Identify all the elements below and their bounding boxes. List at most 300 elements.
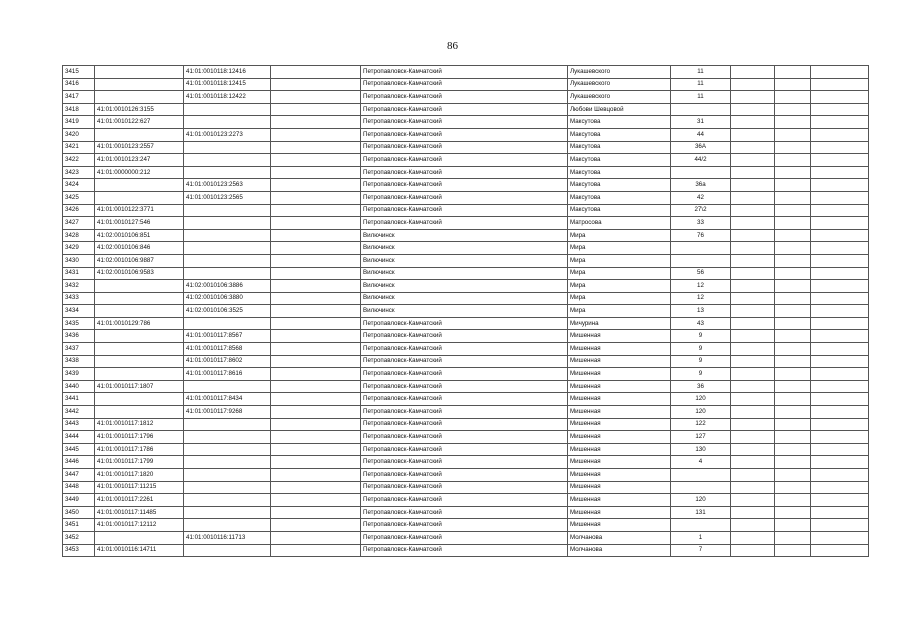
extra-cell-1 xyxy=(731,141,775,154)
extra-cell-3 xyxy=(811,91,869,104)
house-number-cell xyxy=(671,469,731,482)
table-row xyxy=(63,141,869,154)
extra-cell-2 xyxy=(775,506,811,519)
street-cell: Молчанова xyxy=(568,544,671,557)
empty-cell xyxy=(271,166,361,179)
extra-cell-3 xyxy=(811,380,869,393)
extra-cell-1 xyxy=(731,78,775,91)
extra-cell-3 xyxy=(811,267,869,280)
extra-cell-2 xyxy=(775,519,811,532)
empty-cell xyxy=(271,494,361,507)
extra-cell-2 xyxy=(775,179,811,192)
city-cell: Петропавловск-Камчатский xyxy=(361,166,568,179)
city-cell: Петропавловск-Камчатский xyxy=(361,330,568,343)
cadastral-number-cell xyxy=(95,393,184,406)
empty-cell xyxy=(271,217,361,230)
cadastral-number-cell: 41:02:0010106:851 xyxy=(95,229,184,242)
city-cell: Петропавловск-Камчатский xyxy=(361,431,568,444)
extra-cell-3 xyxy=(811,506,869,519)
extra-cell-3 xyxy=(811,179,869,192)
row-number-cell: 3436 xyxy=(63,330,95,343)
street-cell: Максутова xyxy=(568,204,671,217)
page-number: 86 xyxy=(447,40,458,52)
house-number-cell xyxy=(671,242,731,255)
extra-cell-2 xyxy=(775,343,811,356)
table-row xyxy=(63,443,869,456)
cadastral-number-alt-cell: 41:01:0010117:9268 xyxy=(184,406,271,419)
street-cell: Мишенная xyxy=(568,443,671,456)
extra-cell-1 xyxy=(731,431,775,444)
extra-cell-1 xyxy=(731,128,775,141)
empty-cell xyxy=(271,431,361,444)
street-cell: Мира xyxy=(568,280,671,293)
empty-cell xyxy=(271,406,361,419)
extra-cell-3 xyxy=(811,204,869,217)
cadastral-number-cell xyxy=(95,355,184,368)
extra-cell-1 xyxy=(731,519,775,532)
house-number-cell: 76 xyxy=(671,229,731,242)
street-cell: Мишенная xyxy=(568,380,671,393)
extra-cell-2 xyxy=(775,330,811,343)
table-row xyxy=(63,78,869,91)
extra-cell-2 xyxy=(775,141,811,154)
extra-cell-2 xyxy=(775,280,811,293)
extra-cell-1 xyxy=(731,166,775,179)
row-number-cell: 3446 xyxy=(63,456,95,469)
table-row xyxy=(63,343,869,356)
extra-cell-1 xyxy=(731,380,775,393)
extra-cell-2 xyxy=(775,267,811,280)
extra-cell-3 xyxy=(811,519,869,532)
table-row xyxy=(63,91,869,104)
empty-cell xyxy=(271,242,361,255)
cadastral-number-cell: 41:01:0010122:627 xyxy=(95,116,184,129)
city-cell: Вилючинск xyxy=(361,280,568,293)
cadastral-number-alt-cell: 41:01:0010118:12422 xyxy=(184,91,271,104)
extra-cell-3 xyxy=(811,418,869,431)
extra-cell-1 xyxy=(731,103,775,116)
extra-cell-2 xyxy=(775,481,811,494)
house-number-cell: 7 xyxy=(671,544,731,557)
extra-cell-2 xyxy=(775,191,811,204)
row-number-cell: 3427 xyxy=(63,217,95,230)
row-number-cell: 3423 xyxy=(63,166,95,179)
extra-cell-1 xyxy=(731,66,775,79)
cadastral-number-cell xyxy=(95,78,184,91)
city-cell: Петропавловск-Камчатский xyxy=(361,191,568,204)
cadastral-number-cell xyxy=(95,531,184,544)
city-cell: Петропавловск-Камчатский xyxy=(361,317,568,330)
extra-cell-2 xyxy=(775,380,811,393)
extra-cell-3 xyxy=(811,368,869,381)
cadastral-number-cell: 41:01:0010117:1812 xyxy=(95,418,184,431)
house-number-cell: 56 xyxy=(671,267,731,280)
extra-cell-2 xyxy=(775,204,811,217)
table-row xyxy=(63,166,869,179)
cadastral-number-alt-cell: 41:01:0010123:2565 xyxy=(184,191,271,204)
street-cell: Лукашевского xyxy=(568,78,671,91)
extra-cell-3 xyxy=(811,305,869,318)
house-number-cell: 11 xyxy=(671,66,731,79)
city-cell: Петропавловск-Камчатский xyxy=(361,368,568,381)
street-cell: Мира xyxy=(568,305,671,318)
house-number-cell: 120 xyxy=(671,494,731,507)
empty-cell xyxy=(271,456,361,469)
extra-cell-1 xyxy=(731,418,775,431)
row-number-cell: 3437 xyxy=(63,343,95,356)
row-number-cell: 3426 xyxy=(63,204,95,217)
house-number-cell: 131 xyxy=(671,506,731,519)
row-number-cell: 3416 xyxy=(63,78,95,91)
empty-cell xyxy=(271,506,361,519)
street-cell: Мишенная xyxy=(568,368,671,381)
street-cell: Максутова xyxy=(568,116,671,129)
row-number-cell: 3432 xyxy=(63,280,95,293)
extra-cell-2 xyxy=(775,254,811,267)
extra-cell-3 xyxy=(811,103,869,116)
extra-cell-3 xyxy=(811,531,869,544)
cadastral-number-alt-cell: 41:01:0010117:8434 xyxy=(184,393,271,406)
cadastral-number-cell: 41:02:0010106:9583 xyxy=(95,267,184,280)
row-number-cell: 3438 xyxy=(63,355,95,368)
extra-cell-1 xyxy=(731,217,775,230)
cadastral-number-alt-cell xyxy=(184,494,271,507)
table-row xyxy=(63,267,869,280)
cadastral-number-cell xyxy=(95,91,184,104)
table-row xyxy=(63,280,869,293)
extra-cell-2 xyxy=(775,166,811,179)
street-cell: Мишенная xyxy=(568,393,671,406)
extra-cell-2 xyxy=(775,355,811,368)
row-number-cell: 3440 xyxy=(63,380,95,393)
empty-cell xyxy=(271,305,361,318)
extra-cell-2 xyxy=(775,305,811,318)
city-cell: Петропавловск-Камчатский xyxy=(361,531,568,544)
table-row xyxy=(63,431,869,444)
cadastral-number-alt-cell xyxy=(184,154,271,167)
cadastral-number-alt-cell: 41:01:0010117:8567 xyxy=(184,330,271,343)
house-number-cell: 120 xyxy=(671,393,731,406)
extra-cell-3 xyxy=(811,431,869,444)
row-number-cell: 3420 xyxy=(63,128,95,141)
city-cell: Петропавловск-Камчатский xyxy=(361,443,568,456)
extra-cell-1 xyxy=(731,267,775,280)
cadastral-number-alt-cell xyxy=(184,469,271,482)
empty-cell xyxy=(271,330,361,343)
table-row xyxy=(63,406,869,419)
extra-cell-1 xyxy=(731,317,775,330)
cadastral-number-alt-cell xyxy=(184,481,271,494)
extra-cell-3 xyxy=(811,406,869,419)
cadastral-number-alt-cell xyxy=(184,254,271,267)
cadastral-number-alt-cell xyxy=(184,229,271,242)
cadastral-number-alt-cell xyxy=(184,116,271,129)
street-cell: Мишенная xyxy=(568,456,671,469)
extra-cell-2 xyxy=(775,531,811,544)
extra-cell-3 xyxy=(811,317,869,330)
cadastral-number-alt-cell xyxy=(184,506,271,519)
table-row xyxy=(63,380,869,393)
city-cell: Петропавловск-Камчатский xyxy=(361,204,568,217)
cadastral-number-alt-cell: 41:01:0010118:12415 xyxy=(184,78,271,91)
empty-cell xyxy=(271,78,361,91)
city-cell: Петропавловск-Камчатский xyxy=(361,544,568,557)
cadastral-number-cell xyxy=(95,406,184,419)
cadastral-number-alt-cell: 41:02:0010106:3886 xyxy=(184,280,271,293)
cadastral-number-cell: 41:01:0010117:12112 xyxy=(95,519,184,532)
street-cell: Молчанова xyxy=(568,531,671,544)
empty-cell xyxy=(271,91,361,104)
empty-cell xyxy=(271,66,361,79)
table-row xyxy=(63,506,869,519)
table-row xyxy=(63,191,869,204)
cadastral-number-alt-cell: 41:01:0010117:8602 xyxy=(184,355,271,368)
empty-cell xyxy=(271,544,361,557)
row-number-cell: 3421 xyxy=(63,141,95,154)
extra-cell-3 xyxy=(811,229,869,242)
city-cell: Петропавловск-Камчатский xyxy=(361,406,568,419)
city-cell: Петропавловск-Камчатский xyxy=(361,91,568,104)
street-cell: Мишенная xyxy=(568,418,671,431)
extra-cell-2 xyxy=(775,494,811,507)
street-cell: Мишенная xyxy=(568,494,671,507)
extra-cell-1 xyxy=(731,343,775,356)
street-cell: Максутова xyxy=(568,166,671,179)
empty-cell xyxy=(271,292,361,305)
street-cell: Мира xyxy=(568,229,671,242)
extra-cell-1 xyxy=(731,242,775,255)
table-row xyxy=(63,531,869,544)
empty-cell xyxy=(271,116,361,129)
empty-cell xyxy=(271,393,361,406)
extra-cell-1 xyxy=(731,179,775,192)
city-cell: Петропавловск-Камчатский xyxy=(361,78,568,91)
house-number-cell: 9 xyxy=(671,343,731,356)
extra-cell-1 xyxy=(731,330,775,343)
street-cell: Лукашевского xyxy=(568,91,671,104)
row-number-cell: 3424 xyxy=(63,179,95,192)
city-cell: Вилючинск xyxy=(361,292,568,305)
cadastral-number-alt-cell xyxy=(184,242,271,255)
extra-cell-3 xyxy=(811,343,869,356)
row-number-cell: 3431 xyxy=(63,267,95,280)
cadastral-number-alt-cell xyxy=(184,443,271,456)
house-number-cell: 27\2 xyxy=(671,204,731,217)
street-cell: Мишенная xyxy=(568,343,671,356)
row-number-cell: 3428 xyxy=(63,229,95,242)
cadastral-number-cell: 41:01:0010123:247 xyxy=(95,154,184,167)
table-row xyxy=(63,330,869,343)
table-row xyxy=(63,481,869,494)
extra-cell-3 xyxy=(811,254,869,267)
city-cell: Петропавловск-Камчатский xyxy=(361,380,568,393)
house-number-cell: 9 xyxy=(671,368,731,381)
extra-cell-3 xyxy=(811,154,869,167)
cadastral-number-alt-cell: 41:02:0010106:3880 xyxy=(184,292,271,305)
extra-cell-3 xyxy=(811,544,869,557)
row-number-cell: 3439 xyxy=(63,368,95,381)
row-number-cell: 3450 xyxy=(63,506,95,519)
street-cell: Мишенная xyxy=(568,406,671,419)
extra-cell-1 xyxy=(731,443,775,456)
street-cell: Максутова xyxy=(568,154,671,167)
row-number-cell: 3417 xyxy=(63,91,95,104)
extra-cell-1 xyxy=(731,481,775,494)
extra-cell-3 xyxy=(811,141,869,154)
cadastral-number-cell xyxy=(95,179,184,192)
house-number-cell: 44 xyxy=(671,128,731,141)
cadastral-number-cell xyxy=(95,292,184,305)
table-row xyxy=(63,494,869,507)
row-number-cell: 3448 xyxy=(63,481,95,494)
cadastral-number-alt-cell xyxy=(184,204,271,217)
cadastral-number-alt-cell xyxy=(184,431,271,444)
row-number-cell: 3415 xyxy=(63,66,95,79)
extra-cell-1 xyxy=(731,292,775,305)
extra-cell-3 xyxy=(811,242,869,255)
table-row xyxy=(63,317,869,330)
empty-cell xyxy=(271,280,361,293)
extra-cell-2 xyxy=(775,431,811,444)
table-row xyxy=(63,229,869,242)
house-number-cell: 36а xyxy=(671,179,731,192)
row-number-cell: 3447 xyxy=(63,469,95,482)
street-cell: Максутова xyxy=(568,128,671,141)
house-number-cell xyxy=(671,166,731,179)
row-number-cell: 3444 xyxy=(63,431,95,444)
city-cell: Петропавловск-Камчатский xyxy=(361,66,568,79)
empty-cell xyxy=(271,418,361,431)
extra-cell-1 xyxy=(731,456,775,469)
city-cell: Петропавловск-Камчатский xyxy=(361,469,568,482)
city-cell: Вилючинск xyxy=(361,305,568,318)
extra-cell-2 xyxy=(775,406,811,419)
cadastral-number-cell: 41:01:0010117:1807 xyxy=(95,380,184,393)
cadastral-number-cell xyxy=(95,343,184,356)
house-number-cell: 1 xyxy=(671,531,731,544)
cadastral-number-cell xyxy=(95,330,184,343)
extra-cell-1 xyxy=(731,469,775,482)
cadastral-number-cell: 41:02:0010106:9887 xyxy=(95,254,184,267)
house-number-cell: 36 xyxy=(671,380,731,393)
extra-cell-2 xyxy=(775,116,811,129)
extra-cell-3 xyxy=(811,166,869,179)
empty-cell xyxy=(271,443,361,456)
cadastral-number-alt-cell xyxy=(184,456,271,469)
house-number-cell: 120 xyxy=(671,406,731,419)
extra-cell-3 xyxy=(811,78,869,91)
extra-cell-3 xyxy=(811,494,869,507)
extra-cell-1 xyxy=(731,368,775,381)
cadastral-number-cell: 41:02:0010106:846 xyxy=(95,242,184,255)
house-number-cell: 9 xyxy=(671,355,731,368)
extra-cell-2 xyxy=(775,103,811,116)
street-cell: Мишенная xyxy=(568,506,671,519)
house-number-cell: 42 xyxy=(671,191,731,204)
cadastral-number-cell: 41:01:0010117:2261 xyxy=(95,494,184,507)
street-cell: Мишенная xyxy=(568,355,671,368)
extra-cell-1 xyxy=(731,506,775,519)
city-cell: Петропавловск-Камчатский xyxy=(361,141,568,154)
table-row xyxy=(63,292,869,305)
cadastral-number-cell: 41:01:0010127:546 xyxy=(95,217,184,230)
extra-cell-2 xyxy=(775,456,811,469)
row-number-cell: 3435 xyxy=(63,317,95,330)
city-cell: Петропавловск-Камчатский xyxy=(361,393,568,406)
table-body xyxy=(63,66,869,557)
extra-cell-2 xyxy=(775,91,811,104)
cadastral-number-alt-cell xyxy=(184,166,271,179)
cadastral-number-alt-cell: 41:01:0010118:12416 xyxy=(184,66,271,79)
row-number-cell: 3419 xyxy=(63,116,95,129)
city-cell: Петропавловск-Камчатский xyxy=(361,481,568,494)
cadastral-number-alt-cell xyxy=(184,217,271,230)
extra-cell-2 xyxy=(775,229,811,242)
table-row xyxy=(63,116,869,129)
cadastral-number-cell: 41:01:0010116:14711 xyxy=(95,544,184,557)
row-number-cell: 3441 xyxy=(63,393,95,406)
cadastral-number-alt-cell: 41:01:0010116:11713 xyxy=(184,531,271,544)
house-number-cell: 12 xyxy=(671,280,731,293)
city-cell: Петропавловск-Камчатский xyxy=(361,154,568,167)
city-cell: Вилючинск xyxy=(361,242,568,255)
extra-cell-1 xyxy=(731,191,775,204)
extra-cell-3 xyxy=(811,191,869,204)
extra-cell-3 xyxy=(811,280,869,293)
empty-cell xyxy=(271,380,361,393)
cadastral-number-cell xyxy=(95,191,184,204)
cadastral-number-cell xyxy=(95,368,184,381)
extra-cell-3 xyxy=(811,355,869,368)
cadastral-number-cell xyxy=(95,305,184,318)
table-row xyxy=(63,217,869,230)
cadastral-number-cell: 41:01:0000000:212 xyxy=(95,166,184,179)
empty-cell xyxy=(271,267,361,280)
cadastral-number-cell xyxy=(95,128,184,141)
cadastral-number-alt-cell: 41:02:0010106:3525 xyxy=(184,305,271,318)
cadastral-number-alt-cell: 41:01:0010117:8616 xyxy=(184,368,271,381)
house-number-cell: 130 xyxy=(671,443,731,456)
extra-cell-1 xyxy=(731,544,775,557)
empty-cell xyxy=(271,519,361,532)
house-number-cell xyxy=(671,481,731,494)
street-cell: Мира xyxy=(568,267,671,280)
cadastral-number-cell: 41:01:0010122:3771 xyxy=(95,204,184,217)
house-number-cell: 9 xyxy=(671,330,731,343)
empty-cell xyxy=(271,179,361,192)
city-cell: Петропавловск-Камчатский xyxy=(361,418,568,431)
cadastral-number-cell: 41:01:0010126:3155 xyxy=(95,103,184,116)
table-row xyxy=(63,418,869,431)
table-row xyxy=(63,519,869,532)
extra-cell-2 xyxy=(775,317,811,330)
empty-cell xyxy=(271,368,361,381)
extra-cell-2 xyxy=(775,418,811,431)
extra-cell-2 xyxy=(775,393,811,406)
cadastral-number-alt-cell: 41:01:0010123:2273 xyxy=(184,128,271,141)
extra-cell-3 xyxy=(811,116,869,129)
house-number-cell xyxy=(671,254,731,267)
extra-cell-1 xyxy=(731,280,775,293)
empty-cell xyxy=(271,229,361,242)
house-number-cell: 11 xyxy=(671,78,731,91)
extra-cell-3 xyxy=(811,292,869,305)
city-cell: Петропавловск-Камчатский xyxy=(361,217,568,230)
house-number-cell: 13 xyxy=(671,305,731,318)
cadastral-number-alt-cell xyxy=(184,317,271,330)
row-number-cell: 3442 xyxy=(63,406,95,419)
empty-cell xyxy=(271,103,361,116)
